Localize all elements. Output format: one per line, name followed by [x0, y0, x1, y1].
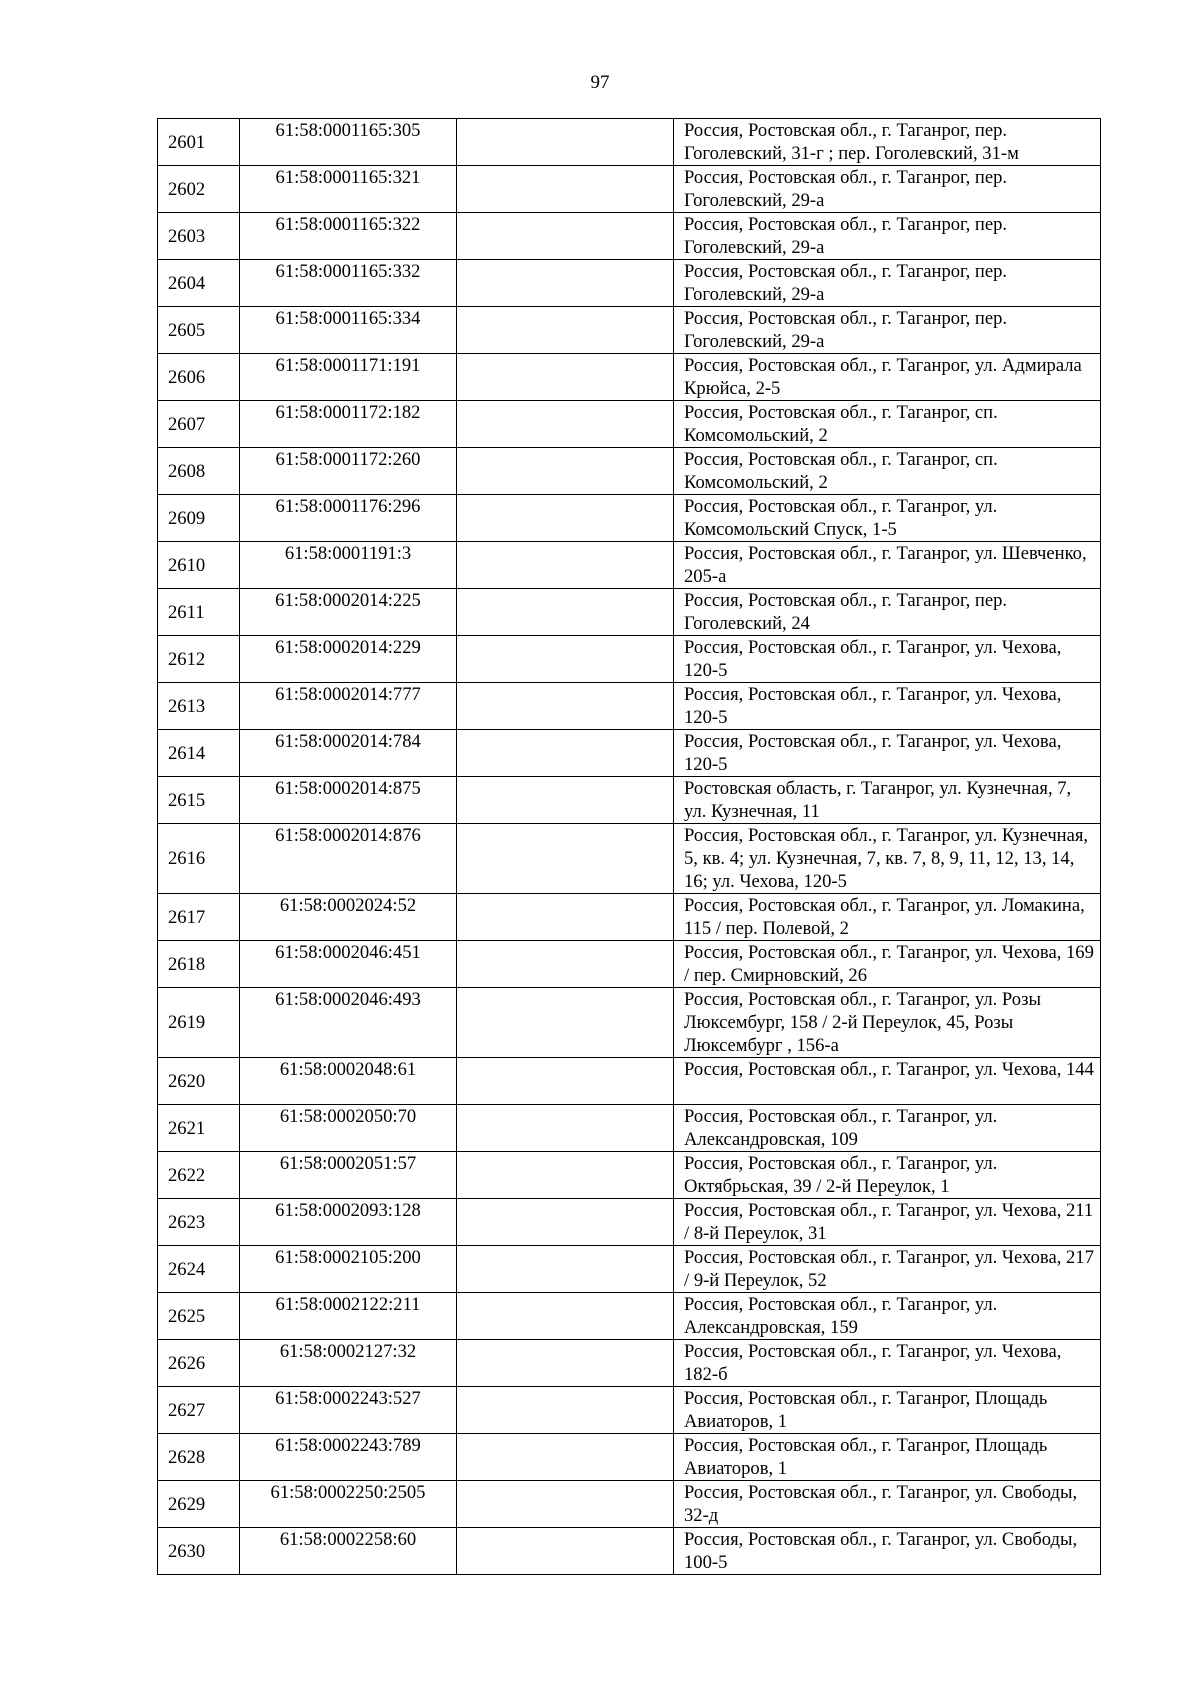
cadastral-number: 61:58:0002127:32 [240, 1340, 457, 1387]
cadastral-number: 61:58:0002014:875 [240, 777, 457, 824]
row-number: 2627 [158, 1387, 240, 1434]
cadastral-number: 61:58:0002014:876 [240, 824, 457, 894]
row-number: 2607 [158, 401, 240, 448]
empty-cell [457, 636, 674, 683]
row-number: 2605 [158, 307, 240, 354]
address-cell: Россия, Ростовская обл., г. Таганрог, ул. Чехова, 169 / пер. Смирновский, 26 [674, 941, 1101, 988]
empty-cell [457, 1340, 674, 1387]
address-cell: Россия, Ростовская обл., г. Таганрог, ул. Александровская, 159 [674, 1293, 1101, 1340]
table-row [158, 894, 1101, 941]
row-number: 2622 [158, 1152, 240, 1199]
address-cell: Россия, Ростовская обл., г. Таганрог, ул. Ломакина, 115 / пер. Полевой, 2 [674, 894, 1101, 941]
address-cell: Россия, Ростовская обл., г. Таганрог, пер. Гоголевский, 24 [674, 589, 1101, 636]
empty-cell [457, 495, 674, 542]
table-body [158, 119, 1101, 1575]
row-number: 2619 [158, 988, 240, 1058]
cadastral-number: 61:58:0002243:527 [240, 1387, 457, 1434]
address-cell: Россия, Ростовская обл., г. Таганрог, ул. Чехова, 120-5 [674, 636, 1101, 683]
row-number: 2611 [158, 589, 240, 636]
address-cell: Россия, Ростовская обл., г. Таганрог, пер. Гоголевский, 29-а [674, 307, 1101, 354]
address-cell: Россия, Ростовская обл., г. Таганрог, Площадь Авиаторов, 1 [674, 1387, 1101, 1434]
page-number: 97 [590, 72, 610, 93]
table-row [158, 307, 1101, 354]
empty-cell [457, 119, 674, 166]
row-number: 2606 [158, 354, 240, 401]
address-cell: Россия, Ростовская обл., г. Таганрог, пер. Гоголевский, 29-а [674, 260, 1101, 307]
empty-cell [457, 683, 674, 730]
row-number: 2617 [158, 894, 240, 941]
address-cell: Россия, Ростовская обл., г. Таганрог, ул. Свободы, 32-д [674, 1481, 1101, 1528]
empty-cell [457, 448, 674, 495]
row-number: 2610 [158, 542, 240, 589]
empty-cell [457, 894, 674, 941]
cadastral-number: 61:58:0002122:211 [240, 1293, 457, 1340]
cadastral-number: 61:58:0002014:229 [240, 636, 457, 683]
address-cell: Россия, Ростовская обл., г. Таганрог, пер. Гоголевский, 31-г ; пер. Гоголевский, 31-м [674, 119, 1101, 166]
table-row [158, 542, 1101, 589]
table-row [158, 260, 1101, 307]
address-cell: Ростовская область, г. Таганрог, ул. Кузнечная, 7, ул. Кузнечная, 11 [674, 777, 1101, 824]
address-cell: Россия, Ростовская обл., г. Таганрог, ул. Шевченко, 205-а [674, 542, 1101, 589]
row-number: 2618 [158, 941, 240, 988]
address-cell: Россия, Ростовская обл., г. Таганрог, ул. Чехова, 144 [674, 1058, 1101, 1105]
table-row [158, 1199, 1101, 1246]
cadastral-number: 61:58:0002014:784 [240, 730, 457, 777]
table-row [158, 1246, 1101, 1293]
row-number: 2625 [158, 1293, 240, 1340]
address-cell: Россия, Ростовская обл., г. Таганрог, ул. Чехова, 120-5 [674, 730, 1101, 777]
empty-cell [457, 354, 674, 401]
address-cell: Россия, Ростовская обл., г. Таганрог, ул. Чехова, 182-б [674, 1340, 1101, 1387]
row-number: 2603 [158, 213, 240, 260]
address-cell: Россия, Ростовская обл., г. Таганрог, сп. Комсомольский, 2 [674, 448, 1101, 495]
empty-cell [457, 824, 674, 894]
cadastral-number: 61:58:0002051:57 [240, 1152, 457, 1199]
row-number: 2609 [158, 495, 240, 542]
address-cell: Россия, Ростовская обл., г. Таганрог, Площадь Авиаторов, 1 [674, 1434, 1101, 1481]
cadastral-number: 61:58:0001165:334 [240, 307, 457, 354]
table-row [158, 119, 1101, 166]
cadastral-number: 61:58:0001165:321 [240, 166, 457, 213]
table-row [158, 1434, 1101, 1481]
address-cell: Россия, Ростовская обл., г. Таганрог, сп. Комсомольский, 2 [674, 401, 1101, 448]
empty-cell [457, 1152, 674, 1199]
empty-cell [457, 1105, 674, 1152]
address-cell: Россия, Ростовская обл., г. Таганрог, ул. Чехова, 217 / 9-й Переулок, 52 [674, 1246, 1101, 1293]
address-cell: Россия, Ростовская обл., г. Таганрог, ул. Александровская, 109 [674, 1105, 1101, 1152]
table-row [158, 941, 1101, 988]
empty-cell [457, 1246, 674, 1293]
cadastral-number: 61:58:0001176:296 [240, 495, 457, 542]
table-row [158, 1481, 1101, 1528]
row-number: 2612 [158, 636, 240, 683]
table-row [158, 683, 1101, 730]
row-number: 2613 [158, 683, 240, 730]
empty-cell [457, 542, 674, 589]
cadastral-number: 61:58:0001171:191 [240, 354, 457, 401]
address-cell: Россия, Ростовская обл., г. Таганрог, ул. Чехова, 211 / 8-й Переулок, 31 [674, 1199, 1101, 1246]
cadastral-number: 61:58:0002014:225 [240, 589, 457, 636]
row-number: 2629 [158, 1481, 240, 1528]
cadastral-number: 61:58:0001165:322 [240, 213, 457, 260]
cadastral-number: 61:58:0002046:451 [240, 941, 457, 988]
table-row [158, 824, 1101, 894]
table-row [158, 495, 1101, 542]
cadastral-number: 61:58:0002243:789 [240, 1434, 457, 1481]
land-plot-table [157, 118, 1101, 1575]
cadastral-number: 61:58:0002250:2505 [240, 1481, 457, 1528]
address-cell: Россия, Ростовская обл., г. Таганрог, пер. Гоголевский, 29-а [674, 213, 1101, 260]
address-cell: Россия, Ростовская обл., г. Таганрог, пер. Гоголевский, 29-а [674, 166, 1101, 213]
empty-cell [457, 401, 674, 448]
table-row [158, 988, 1101, 1058]
row-number: 2601 [158, 119, 240, 166]
address-cell: Россия, Ростовская обл., г. Таганрог, ул. Кузнечная, 5, кв. 4; ул. Кузнечная, 7, кв. 7, 8, 9, 11, 12, 13, 14, 16; ул. Чехова, 120-5 [674, 824, 1101, 894]
cadastral-number: 61:58:0001172:182 [240, 401, 457, 448]
table-row [158, 730, 1101, 777]
row-number: 2604 [158, 260, 240, 307]
cadastral-number: 61:58:0002024:52 [240, 894, 457, 941]
empty-cell [457, 307, 674, 354]
table-row [158, 589, 1101, 636]
empty-cell [457, 1293, 674, 1340]
empty-cell [457, 1387, 674, 1434]
address-cell: Россия, Ростовская обл., г. Таганрог, ул. Адмирала Крюйса, 2-5 [674, 354, 1101, 401]
empty-cell [457, 941, 674, 988]
empty-cell [457, 777, 674, 824]
empty-cell [457, 260, 674, 307]
table-row [158, 636, 1101, 683]
address-cell: Россия, Ростовская обл., г. Таганрог, ул. Розы Люксембург, 158 / 2-й Переулок, 45, Розы Люксембург , 156-а [674, 988, 1101, 1058]
cadastral-number: 61:58:0002048:61 [240, 1058, 457, 1105]
table-row [158, 448, 1101, 495]
table-row [158, 213, 1101, 260]
row-number: 2630 [158, 1528, 240, 1575]
empty-cell [457, 166, 674, 213]
table-row [158, 401, 1101, 448]
row-number: 2615 [158, 777, 240, 824]
row-number: 2626 [158, 1340, 240, 1387]
address-cell: Россия, Ростовская обл., г. Таганрог, ул. Свободы, 100-5 [674, 1528, 1101, 1575]
row-number: 2616 [158, 824, 240, 894]
table-row [158, 1340, 1101, 1387]
cadastral-number: 61:58:0002046:493 [240, 988, 457, 1058]
address-cell: Россия, Ростовская обл., г. Таганрог, ул. Чехова, 120-5 [674, 683, 1101, 730]
address-cell: Россия, Ростовская обл., г. Таганрог, ул. Комсомольский Спуск, 1-5 [674, 495, 1101, 542]
cadastral-number: 61:58:0002050:70 [240, 1105, 457, 1152]
cadastral-number: 61:58:0002093:128 [240, 1199, 457, 1246]
cadastral-number: 61:58:0001191:3 [240, 542, 457, 589]
table-row [158, 1293, 1101, 1340]
table-row [158, 777, 1101, 824]
address-cell: Россия, Ростовская обл., г. Таганрог, ул. Октябрьская, 39 / 2-й Переулок, 1 [674, 1152, 1101, 1199]
cadastral-number: 61:58:0001165:305 [240, 119, 457, 166]
cadastral-number: 61:58:0002014:777 [240, 683, 457, 730]
table-row [158, 1058, 1101, 1105]
empty-cell [457, 1058, 674, 1105]
empty-cell [457, 589, 674, 636]
row-number: 2624 [158, 1246, 240, 1293]
empty-cell [457, 213, 674, 260]
table-row [158, 166, 1101, 213]
empty-cell [457, 1199, 674, 1246]
cadastral-number: 61:58:0002258:60 [240, 1528, 457, 1575]
empty-cell [457, 1528, 674, 1575]
empty-cell [457, 988, 674, 1058]
cadastral-number: 61:58:0001172:260 [240, 448, 457, 495]
empty-cell [457, 1481, 674, 1528]
row-number: 2602 [158, 166, 240, 213]
table-row [158, 1387, 1101, 1434]
row-number: 2620 [158, 1058, 240, 1105]
row-number: 2628 [158, 1434, 240, 1481]
cadastral-number: 61:58:0001165:332 [240, 260, 457, 307]
table-row [158, 1528, 1101, 1575]
table-row [158, 1105, 1101, 1152]
row-number: 2623 [158, 1199, 240, 1246]
empty-cell [457, 1434, 674, 1481]
row-number: 2621 [158, 1105, 240, 1152]
empty-cell [457, 730, 674, 777]
table-row [158, 1152, 1101, 1199]
table-row [158, 354, 1101, 401]
cadastral-number: 61:58:0002105:200 [240, 1246, 457, 1293]
row-number: 2608 [158, 448, 240, 495]
row-number: 2614 [158, 730, 240, 777]
